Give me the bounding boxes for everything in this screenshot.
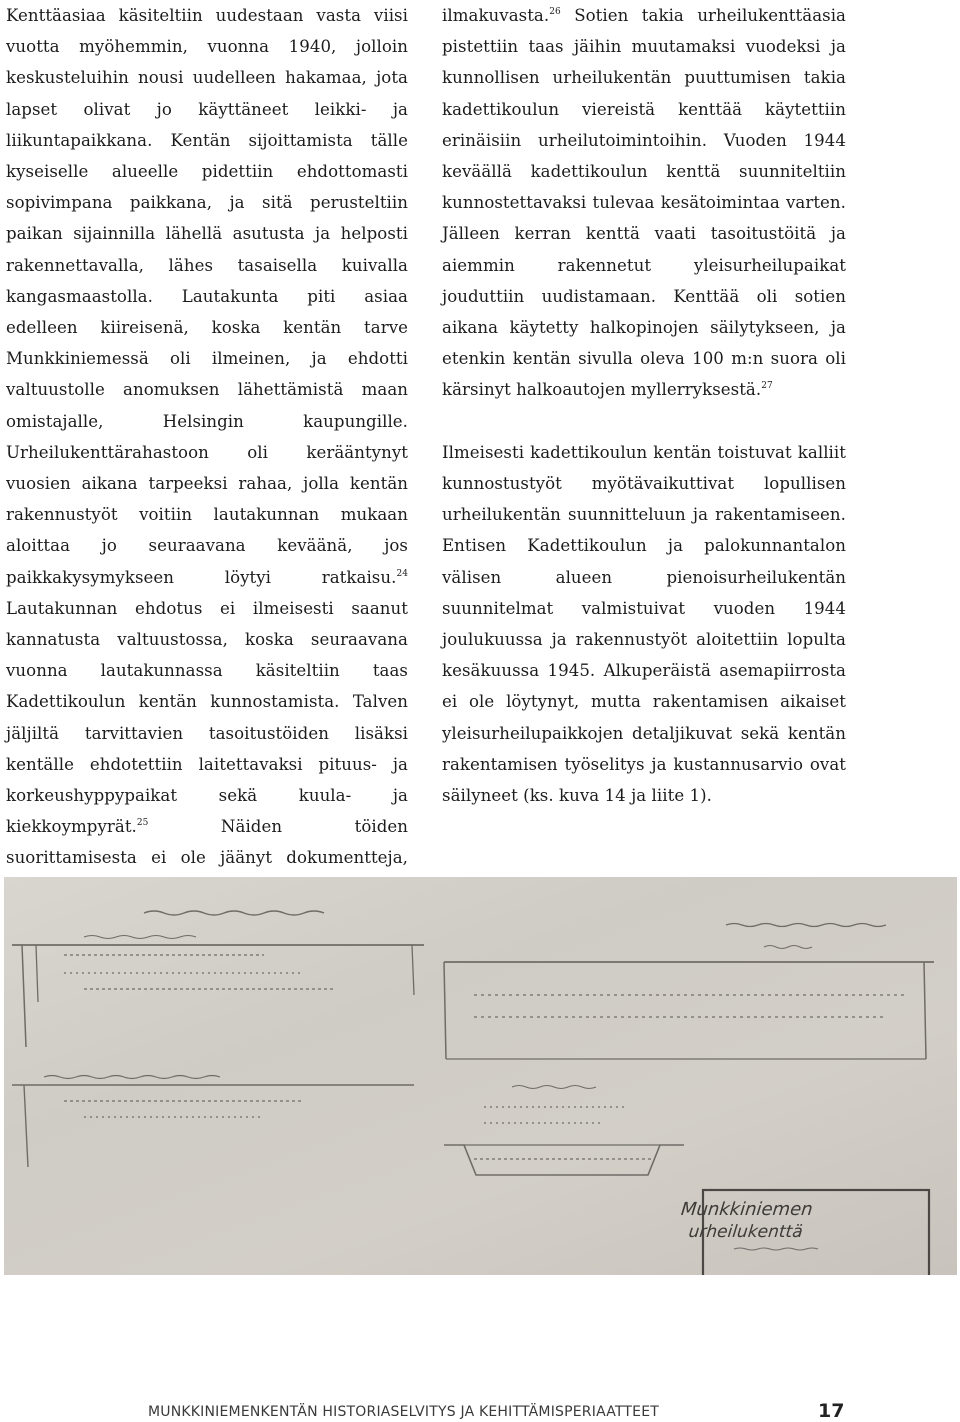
- footnote-ref[interactable]: 27: [761, 381, 773, 392]
- blueprint-drawing: [4, 877, 957, 1275]
- handwritten-note: [84, 936, 196, 939]
- technical-drawing-figure: [4, 877, 957, 1275]
- stamp-title-line2: urheilukenttä: [687, 1222, 804, 1242]
- text-column-right: [442, 0, 846, 811]
- handwritten-note: [144, 911, 324, 915]
- paragraph: Kenttäasiaa käsiteltiin uudestaan vasta viisi vuotta myöhemmin, vuonna 1940, jolloin keskusteluihin nousi uudelleen hakamaa, jota lapset olivat jo käyttäneet leikki- ja liikuntapaikkana. Kentän sijoittamista tälle kyseiselle alueelle pidettiin ehdottomasti sopivimpana paikkana, ja sitä perusteltiin paikan sijainnilla lähellä asutusta ja helposti rakennettavalla, lähes tasaisella kuivalla kangasmaastolla. Lautakunta piti asiaa edelleen kiireisenä, koska kentän tarve Munkkiniemessä oli ilmeinen, ja ehdotti valtuustolle anomuksen lähettämistä maan omistajalle, Helsingin kaupungille. Urheilukenttärahastoon oli kerääntynyt vuosien aikana tarpeeksi rahaa, jolla kentän rakennustyöt voitiin lautakunnan mukaan aloittaa jo seuraavana keväänä, jos paikkakysymykseen löytyi ratkaisu.$^{24}$ Lautakunnan ehdotus ei ilmeisesti saanut kannatusta valtuustossa, koska seuraavana vuonna lautakunnassa käsiteltiin taas Kadettikoulun kentän kunnostamista. Talven jäljiltä tarvittavien tasoitustöiden lisäksi kentälle ehdotettiin laitettavaksi pituus- ja korkeushyppypaikat sekä kuula- ja kiekkoympyrät.$^{25}$ Näiden töiden suorittamisesta ei ole jäänyt dokumentteja,: [6, 6, 408, 868]
- pit-section: [444, 1145, 684, 1175]
- handwritten-note: [512, 1086, 596, 1089]
- paragraph: Ilmeisesti kadettikoulun kentän toistuvat kalliit kunnostustyöt myötävaikuttivat lopullisen urheilukentän suunnitteluun ja rakentamiseen. Entisen Kadettikoulun ja palokunnantalon välisen alueen pienoisurheilukentän suunnitelmat valmistuivat vuoden 1944 joulukuussa ja rakennustyöt aloitettiin lopulta kesäkuussa 1945. Alkuperäistä asemapiirrosta ei ole löytynyt, mutta rakentamisen aikaiset yleisurheilupaikkojen detaljikuvat sekä kentän rakentamisen työselitys ja kustannusarvio ovat säilyneet (ks. kuva 14 ja liite 1).: [442, 442, 846, 806]
- drawing-line: [36, 945, 38, 1002]
- paragraph: ilmakuvasta.$^{26}$ Sotien takia urheilukenttäasia pistettiin taas jäihin muutamaksi vuodeksi ja kunnollisen urheilukentän puuttumisen takia kadettikoulun viereistä kenttää käytettiin erinäisiin urheilutoimintoihin. Vuoden 1944 keväällä kadettikoulun kenttä suunniteltiin kunnostettavaksi tulevaa kesätoimintaa varten. Jälleen kerran kenttä vaati tasoitustöitä ja aiemmin rakennetut yleisurheilupaikat jouduttiin uudistamaan. Kenttää oli sotien aikana käytetty halkopinojen säilytykseen, ja etenkin kentän sivulla oleva 100 m:n suora oli kärsinyt halkoautojen myllerryksestä.$^{27}$: [442, 6, 846, 400]
- drawing-line: [24, 1085, 28, 1167]
- handwritten-note: [44, 1076, 220, 1079]
- footnote-ref[interactable]: 26: [549, 7, 561, 17]
- page-footer: [0, 1400, 960, 1422]
- drawing-line: [924, 962, 926, 1059]
- stamp-title-line1: Munkkiniemen: [679, 1199, 814, 1220]
- footnote-ref[interactable]: 24: [396, 568, 408, 579]
- drawing-line: [444, 962, 446, 1059]
- text-column-left: [6, 0, 408, 936]
- handwritten-note: [734, 1248, 818, 1250]
- page-number: 17: [818, 1400, 845, 1422]
- drawing-line: [412, 945, 414, 995]
- footnote-ref[interactable]: 25: [136, 818, 149, 829]
- drawing-line: [22, 945, 26, 1047]
- handwritten-note: [764, 946, 812, 949]
- handwritten-note: [726, 924, 886, 927]
- running-footer-title: MUNKKINIEMENKENTÄN HISTORIASELVITYS JA KEHITTÄMISPERIAATTEET: [148, 1404, 660, 1420]
